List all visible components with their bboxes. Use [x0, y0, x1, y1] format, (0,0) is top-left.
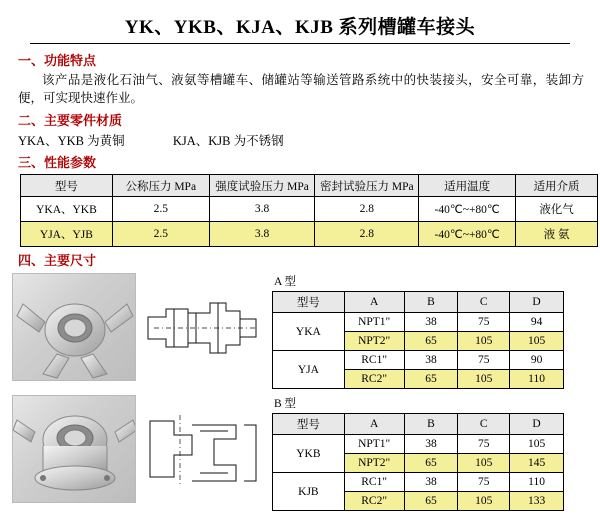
dimB-r2-a: RC1": [344, 473, 404, 492]
dimension-table-a: [272, 291, 564, 389]
dimension-table-b: [272, 413, 564, 511]
dimB-r0-d: 105: [510, 435, 564, 454]
dimA-r1-c: 105: [458, 332, 510, 351]
features-text: 该产品是液化石油气、液氨等槽罐车、储罐站等输送管路系统中的快装接头，安全可靠，装卸方便，可实现快速作业。: [18, 73, 584, 106]
type-label-b: B 型: [274, 398, 297, 411]
dimA-model-yja: YJA: [273, 351, 345, 389]
dimB-r1-d: 145: [510, 454, 564, 473]
perf-r1-c2: 3.8: [209, 222, 315, 247]
perf-col-5: 适用介质: [516, 175, 598, 197]
perf-col-2: 强度试验压力 MPa: [209, 175, 315, 197]
dimB-r2-c: 75: [458, 473, 510, 492]
dimension-block-a: [12, 273, 588, 389]
dimB-r1-c: 105: [458, 454, 510, 473]
perf-col-1: 公称压力 MPa: [112, 175, 209, 197]
dimB-col-2: B: [404, 414, 458, 435]
material-left: YKA、YKB 为黄铜: [18, 134, 125, 149]
dimension-table-wrap-b: [272, 395, 564, 511]
table-row: [273, 435, 564, 454]
perf-r1-c5: 液 氨: [516, 222, 598, 247]
material-heading: 二、主要零件材质: [18, 113, 123, 129]
material-text: [18, 131, 588, 149]
dimA-r3-a: RC2": [344, 370, 404, 389]
dimA-r1-a: NPT2": [344, 332, 404, 351]
product-photo-b: [12, 395, 136, 503]
dimA-r2-a: RC1": [344, 351, 404, 370]
dimA-model-yka: YKA: [273, 313, 345, 351]
dimA-col-0: 型号: [273, 292, 345, 313]
perf-r1-c3: 2.8: [315, 222, 419, 247]
dimA-r0-c: 75: [458, 313, 510, 332]
perf-r1-c4: -40℃~+80℃: [419, 222, 516, 247]
product-photo-a: [12, 273, 136, 381]
perf-r0-c4: -40℃~+80℃: [419, 197, 516, 222]
dimB-model-kjb: KJB: [273, 473, 345, 511]
dimB-col-4: D: [510, 414, 564, 435]
table-row: [273, 351, 564, 370]
perf-r1-c0: YJA、YJB: [21, 222, 113, 247]
table-row: [21, 197, 598, 222]
dimB-r0-a: NPT1": [344, 435, 404, 454]
dimension-block-b: [12, 395, 588, 511]
dimB-r3-d: 133: [510, 492, 564, 511]
dimA-r3-d: 110: [510, 370, 564, 389]
dimA-r2-c: 75: [458, 351, 510, 370]
page-title: YK、YKB、KJA、KJB 系列槽罐车接头: [124, 17, 476, 38]
performance-table-wrap: [20, 174, 588, 247]
dimB-r0-b: 38: [404, 435, 458, 454]
performance-heading: 三、性能参数: [18, 155, 97, 171]
dimB-r1-a: NPT2": [344, 454, 404, 473]
table-row: [273, 313, 564, 332]
perf-r0-c1: 2.5: [112, 197, 209, 222]
dimB-r3-c: 105: [458, 492, 510, 511]
dimension-table-wrap-a: [272, 273, 564, 389]
dimB-col-1: A: [344, 414, 404, 435]
dimA-r0-a: NPT1": [344, 313, 404, 332]
perf-col-3: 密封试验压力 MPa: [315, 175, 419, 197]
dimA-col-4: D: [510, 292, 564, 313]
dimB-r2-b: 38: [404, 473, 458, 492]
dimA-r0-b: 38: [404, 313, 458, 332]
table-row: [273, 473, 564, 492]
performance-table: [20, 174, 598, 247]
dimB-model-ykb: YKB: [273, 435, 345, 473]
table-header-row: [273, 292, 564, 313]
features-heading: 一、功能特点: [18, 53, 97, 68]
dimA-r2-d: 90: [510, 351, 564, 370]
dimensions-area: [12, 273, 588, 511]
dimA-r2-b: 38: [404, 351, 458, 370]
technical-drawing-a: [140, 273, 264, 381]
perf-col-4: 适用温度: [419, 175, 516, 197]
dimB-col-0: 型号: [273, 414, 345, 435]
dimA-r1-d: 105: [510, 332, 564, 351]
dimA-col-3: C: [458, 292, 510, 313]
perf-r0-c5: 液化气: [516, 197, 598, 222]
dimA-r3-c: 105: [458, 370, 510, 389]
dimB-r3-a: RC2": [344, 492, 404, 511]
dimA-r3-b: 65: [404, 370, 458, 389]
perf-r1-c1: 2.5: [112, 222, 209, 247]
dimA-r1-b: 65: [404, 332, 458, 351]
dimA-col-2: B: [404, 292, 458, 313]
perf-r0-c3: 2.8: [315, 197, 419, 222]
dimA-r0-d: 94: [510, 313, 564, 332]
perf-col-0: 型号: [21, 175, 113, 197]
title-divider: [30, 43, 570, 44]
dimensions-heading: 四、主要尺寸: [18, 253, 97, 269]
dimB-col-3: C: [458, 414, 510, 435]
table-row: [21, 222, 598, 247]
dimA-col-1: A: [344, 292, 404, 313]
material-right: KJA、KJB 为不锈钢: [172, 134, 284, 149]
document-page: [0, 12, 600, 528]
table-header-row: [21, 175, 598, 197]
table-header-row: [273, 414, 564, 435]
technical-drawing-b: [140, 395, 264, 503]
perf-r0-c0: YKA、YKB: [21, 197, 113, 222]
dimB-r1-b: 65: [404, 454, 458, 473]
perf-r0-c2: 3.8: [209, 197, 315, 222]
dimB-r2-d: 110: [510, 473, 564, 492]
dimB-r3-b: 65: [404, 492, 458, 511]
dimB-r0-c: 75: [458, 435, 510, 454]
type-label-a: A 型: [274, 276, 297, 289]
